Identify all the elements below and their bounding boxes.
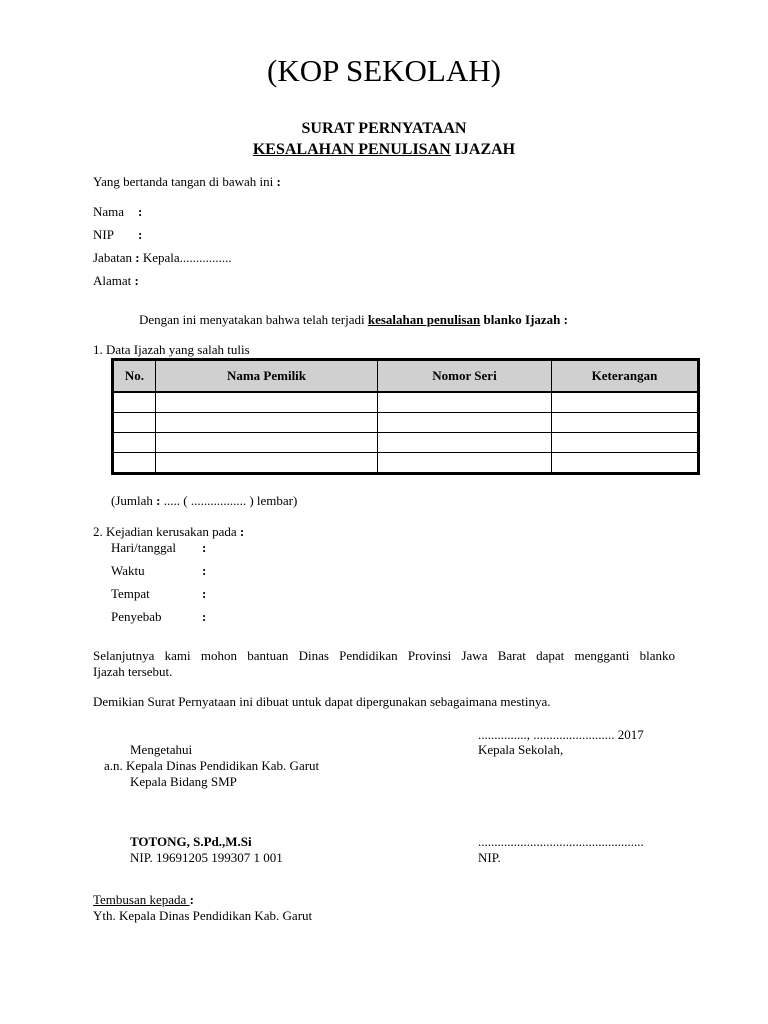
table-cell	[156, 413, 378, 433]
table-cell	[378, 413, 552, 433]
table-cell	[552, 413, 699, 433]
field-colon: :	[202, 563, 207, 578]
request-paragraph-line1: Selanjutnya kami mohon bantuan Dinas Pendidikan Provinsi Jawa Barat dapat mengganti blanko	[93, 648, 675, 663]
alamat-label: Alamat	[93, 273, 135, 288]
tembusan-recipient: Yth. Kepala Dinas Pendidikan Kab. Garut	[93, 908, 313, 923]
column-header-nomor-seri: Nomor Seri	[378, 360, 552, 393]
table-cell	[156, 433, 378, 453]
mengetahui-text: Mengetahui	[130, 742, 193, 757]
table-cell	[552, 392, 699, 413]
tembusan-colon: :	[189, 892, 194, 907]
section2-heading	[93, 524, 244, 540]
principal-name-line: ...................................................	[478, 834, 644, 849]
table-row	[113, 453, 699, 474]
jumlah-rest: ..... ( ................. ) lembar)	[160, 493, 298, 508]
bidang-role: Kepala Bidang SMP	[130, 774, 237, 789]
nip-colon: :	[138, 227, 143, 242]
table-row	[113, 392, 699, 413]
signatory-name: TOTONG, S.Pd.,M.Si	[130, 834, 252, 849]
table-cell	[378, 453, 552, 474]
table-cell	[113, 392, 156, 413]
field-colon: :	[202, 586, 207, 601]
statement-text: Dengan ini menyatakan bahwa telah terjadi	[139, 312, 368, 327]
nama-label: Nama	[93, 204, 125, 219]
statement-line	[139, 312, 568, 328]
alamat-row	[93, 273, 139, 289]
jabatan-row	[93, 250, 232, 266]
subtitle-rest: IJAZAH	[450, 141, 516, 158]
column-header-no: No.	[113, 360, 156, 393]
table-cell	[552, 433, 699, 453]
undersigned-text: Yang bertanda tangan di bawah ini	[93, 174, 277, 189]
subtitle-underlined: KESALAHAN PENULISAN	[252, 141, 451, 158]
column-header-keterangan: Keterangan	[552, 360, 699, 393]
section1-heading: 1. Data Ijazah yang salah tulis	[93, 342, 250, 357]
jabatan-value: Kepala................	[139, 250, 232, 265]
statement-after: blanko Ijazah :	[480, 312, 568, 327]
closing-paragraph: Demikian Surat Pernyataan ini dibuat untuk dapat dipergunakan sebagaimana mestinya.	[93, 694, 551, 709]
field-label-waktu: Waktu	[111, 563, 145, 578]
undersigned-intro	[93, 174, 281, 190]
statement-underlined: kesalahan penulisan	[367, 312, 481, 327]
school-letterhead-placeholder: (KOP SEKOLAH)	[267, 53, 501, 88]
letter-title: SURAT PERNYATAAN	[301, 120, 467, 137]
table-header-row	[113, 360, 699, 393]
table-cell	[156, 392, 378, 413]
field-label-tempat: Tempat	[111, 586, 150, 601]
undersigned-colon: :	[276, 174, 281, 189]
table-cell	[552, 453, 699, 474]
table-row	[113, 433, 699, 453]
field-colon: :	[202, 540, 207, 555]
principal-role: Kepala Sekolah,	[478, 742, 564, 757]
table-cell	[378, 392, 552, 413]
tembusan-label	[93, 892, 194, 908]
section2-heading-colon: :	[239, 524, 245, 539]
signatory-nip: NIP. 19691205 199307 1 001	[130, 850, 283, 865]
principal-nip: NIP.	[478, 850, 501, 865]
table-cell	[113, 433, 156, 453]
section2-heading-text: 2. Kejadian kerusakan pada	[93, 524, 240, 539]
ijazah-data-table	[111, 358, 700, 475]
field-label-penyebab: Penyebab	[111, 609, 162, 624]
column-header-nama-pemilik: Nama Pemilik	[156, 360, 378, 393]
request-paragraph-line2: Ijazah tersebut.	[93, 664, 173, 679]
jabatan-label: Jabatan	[93, 250, 136, 265]
table-row	[113, 413, 699, 433]
alamat-colon: :	[134, 273, 139, 288]
jumlah-prefix: (Jumlah	[111, 493, 157, 508]
table-cell	[378, 433, 552, 453]
table-cell	[113, 453, 156, 474]
jumlah-line	[111, 493, 297, 509]
table-cell	[113, 413, 156, 433]
letter-subtitle	[0, 140, 768, 160]
an-dinas-text: a.n. Kepala Dinas Pendidikan Kab. Garut	[104, 758, 320, 773]
field-label-hari-tanggal: Hari/tanggal	[111, 540, 176, 555]
tembusan-text: Tembusan kepada	[93, 892, 190, 907]
nip-label: NIP	[93, 227, 114, 242]
place-date-line: ..............., ......................... 2017	[478, 727, 644, 742]
table-cell	[156, 453, 378, 474]
jabatan-colon: :	[135, 250, 140, 265]
field-colon: :	[202, 609, 207, 624]
nama-colon: :	[138, 204, 143, 219]
jumlah-colon: :	[156, 493, 161, 508]
